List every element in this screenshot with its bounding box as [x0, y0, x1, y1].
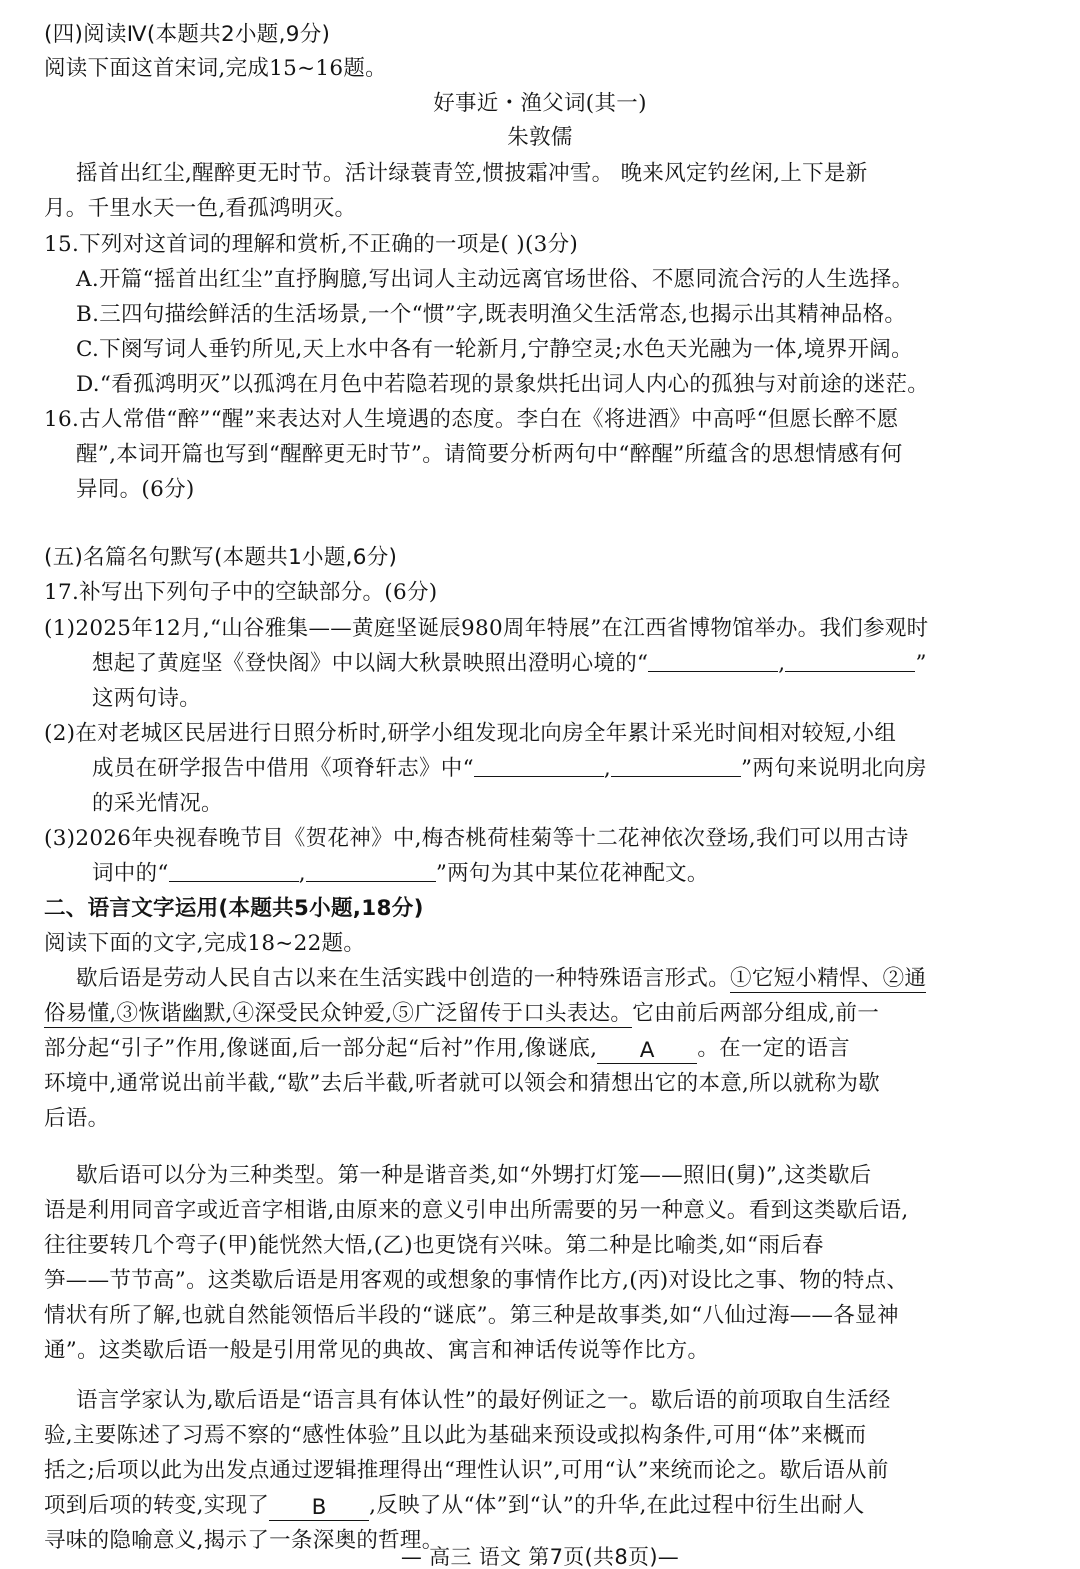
- q17-item3-line: 词中的“ , ”两句为其中某位花神配文。: [92, 857, 1040, 891]
- passage-line: 歇后语是劳动人民自古以来在生活实践中创造的一种特殊语言形式。①它短小精悍、②通: [76, 966, 927, 991]
- blank-b[interactable]: B: [269, 1496, 369, 1521]
- q15-option-b: B.三四句描绘鲜活的生活场景,一个“惯”字,既表明渔父生活常态,也揭示出其精神品格。: [76, 302, 907, 327]
- q16-line: 异同。(6分): [76, 477, 195, 502]
- passage-line: 情状有所了解,也就自然能领悟后半段的“谜底”。第三种是故事类,如“八仙过海——各显神: [44, 1303, 899, 1328]
- q17-stem: 17.补写出下列句子中的空缺部分。(6分): [44, 580, 438, 605]
- passage-line: 笋——节节高”。这类歇后语是用客观的或想象的事情作比方,(丙)对设比之事、物的特点、: [44, 1268, 909, 1293]
- passage-line: 往往要转几个弯子(甲)能恍然大悟,(乙)也更饶有兴味。第二种是比喻类,如“雨后春: [44, 1233, 824, 1258]
- section4-instruction: 阅读下面这首宋词,完成15~16题。: [44, 56, 387, 81]
- part2-instruction: 阅读下面的文字,完成18~22题。: [44, 931, 366, 956]
- passage-line: 语是利用同音字或近音字相谐,由原来的意义引申出所需要的另一种意义。看到这类歇后语,: [44, 1198, 909, 1223]
- underlined-sentence: 俗易懂,③恢谐幽默,④深受民众钟爱,⑤广泛留传于口头表达。: [44, 1001, 633, 1026]
- q15-stem: 15.下列对这首词的理解和赏析,不正确的一项是( )(3分): [44, 232, 579, 257]
- passage-line: 环境中,通常说出前半截,“歇”去后半截,听者就可以领会和猜想出它的本意,所以就称为歇: [44, 1071, 880, 1096]
- poem-title: 好事近・渔父词(其一): [433, 91, 647, 116]
- passage-line: 验,主要陈述了习焉不察的“感性体验”且以此为基础来预设或拟构条件,可用“体”来概而: [44, 1423, 867, 1448]
- q16-line: 醒”,本词开篇也写到“醒醉更无时节”。请简要分析两句中“醉醒”所蕴含的思想情感有何: [76, 442, 903, 467]
- underlined-sentence: ①它短小精悍、②通: [730, 966, 927, 991]
- passage-line: 俗易懂,③恢谐幽默,④深受民众钟爱,⑤广泛留传于口头表达。它由前后两部分组成,前一: [44, 1001, 880, 1026]
- q17-item1-line: (1)2025年12月,“山谷雅集——黄庭坚诞辰980周年特展”在江西省博物馆举办。我们参观时: [44, 616, 929, 641]
- passage-line: 后语。: [44, 1106, 110, 1131]
- blank-a[interactable]: A: [597, 1039, 697, 1064]
- fill-blank[interactable]: [306, 857, 436, 882]
- q17-item1-line: 这两句诗。: [92, 686, 202, 711]
- section4-heading: (四)阅读Ⅳ(本题共2小题,9分): [44, 22, 331, 47]
- fill-blank[interactable]: [474, 752, 604, 777]
- q15-option-c: C.下阕写词人垂钓所见,天上水中各有一轮新月,宁静空灵;水色天光融为一体,境界开阔。: [76, 337, 913, 362]
- poem-line: 月。千里水天一色,看孤鸿明灭。: [44, 196, 357, 221]
- poem-line: 摇首出红尘,醒醉更无时节。活计绿蓑青笠,惯披霜冲雪。 晚来风定钓丝闲,上下是新: [76, 161, 868, 186]
- passage-line: 括之;后项以此为出发点通过逻辑推理得出“理性认识”,可用“认”来统而论之。歇后语从前: [44, 1458, 889, 1483]
- page-footer: — 高三 语文 第7页(共8页)—: [400, 1545, 680, 1569]
- q17-item2-line: (2)在对老城区民居进行日照分析时,研学小组发现北向房全年累计采光时间相对较短,小组: [44, 721, 897, 746]
- passage-line: 歇后语可以分为三种类型。第一种是谐音类,如“外甥打灯笼——照旧(舅)”,这类歇后: [76, 1163, 872, 1188]
- fill-blank[interactable]: [785, 647, 915, 672]
- fill-blank[interactable]: [611, 752, 741, 777]
- q17-item3-line: (3)2026年央视春晚节目《贺花神》中,梅杏桃荷桂菊等十二花神依次登场,我们可以用古诗: [44, 826, 909, 851]
- passage-line: 语言学家认为,歇后语是“语言具有体认性”的最好例证之一。歇后语的前项取自生活经: [76, 1388, 891, 1413]
- q17-item2-line: 成员在研学报告中借用《项脊轩志》中“ , ”两句来说明北向房: [92, 752, 1040, 786]
- passage-line: 部分起“引子”作用,像谜面,后一部分起“后衬”作用,像谜底, A 。在一定的语言: [44, 1036, 850, 1063]
- q15-option-a: A.开篇“摇首出红尘”直抒胸臆,写出词人主动远离官场世俗、不愿同流合污的人生选择。: [76, 267, 914, 292]
- part2-heading: 二、语言文字运用(本题共5小题,18分): [44, 896, 424, 921]
- poem-author: 朱敦儒: [507, 125, 573, 150]
- q17-item1-line: 想起了黄庭坚《登快阁》中以阔大秋景映照出澄明心境的“ , ”: [92, 647, 1040, 681]
- fill-blank[interactable]: [648, 647, 778, 672]
- passage-line: 寻味的隐喻意义,揭示了一条深奥的哲理。: [44, 1528, 444, 1553]
- section5-heading: (五)名篇名句默写(本题共1小题,6分): [44, 545, 398, 570]
- q17-item2-line: 的采光情况。: [92, 791, 223, 816]
- fill-blank[interactable]: [169, 857, 299, 882]
- passage-line: 项到后项的转变,实现了 B ,反映了从“体”到“认”的升华,在此过程中衍生出耐人: [44, 1493, 865, 1520]
- q16-line: 16.古人常借“醉”“醒”来表达对人生境遇的态度。李白在《将进酒》中高呼“但愿长醉不愿: [44, 407, 899, 432]
- q15-option-d: D.“看孤鸿明灭”以孤鸿在月色中若隐若现的景象烘托出词人内心的孤独与对前途的迷茫。: [76, 372, 930, 397]
- passage-line: 通”。这类歇后语一般是引用常见的典故、寓言和神话传说等作比方。: [44, 1338, 710, 1363]
